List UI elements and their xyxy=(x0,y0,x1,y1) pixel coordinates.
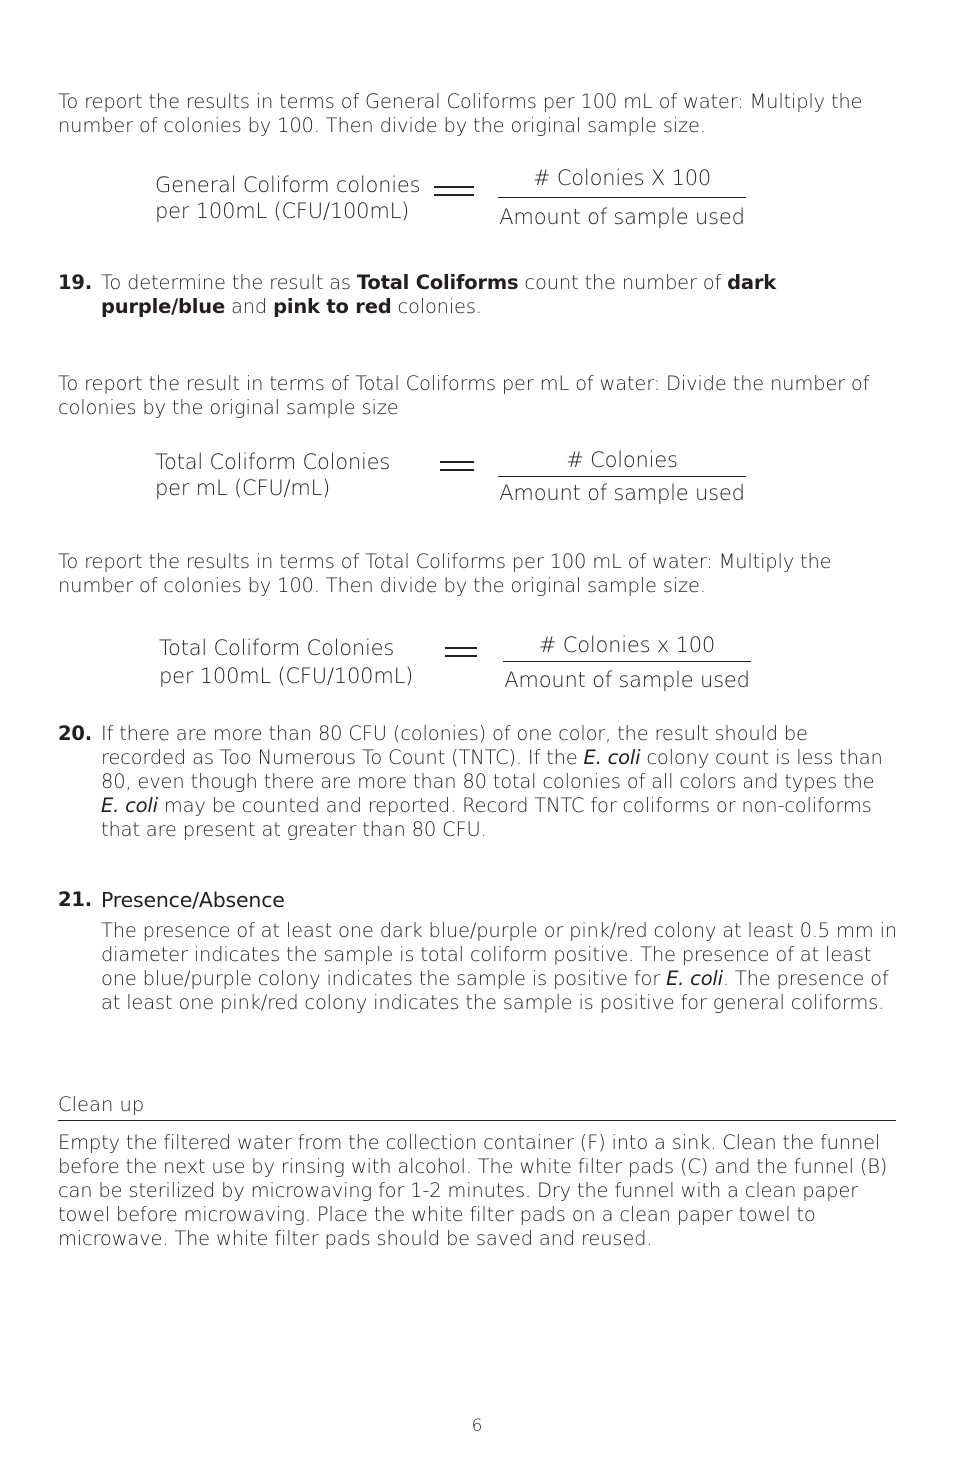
step-20-text xyxy=(101,722,898,842)
step-19-text-part: colonies. xyxy=(391,295,482,318)
total-coliforms-emphasis: Total Coliforms xyxy=(356,271,519,294)
e-coli-italic: E. coli xyxy=(666,967,723,990)
step-19-text-part: and xyxy=(225,295,274,318)
equation-1-equals-sign xyxy=(434,180,474,202)
equation-1-fraction xyxy=(498,165,746,230)
step-19-number: 19. xyxy=(58,271,92,294)
total-coliform-per-100ml-intro: To report the results in terms of Total Coliforms per 100 mL of water: Multiply the number of colonies by 100. Then divide by the original sample size. xyxy=(58,550,832,597)
equation-1-lhs-line2: per 100mL (CFU/100mL) xyxy=(155,199,410,223)
equation-3-denominator: Amount of sample used xyxy=(504,668,750,692)
equation-2-lhs-line2: per mL (CFU/mL) xyxy=(155,476,331,500)
dark-purple-blue-emphasis: dark purple/blue xyxy=(101,271,777,318)
e-coli-italic: E. coli xyxy=(101,794,158,817)
step-20 xyxy=(58,722,898,842)
equation-2-lhs-line1: Total Coliform Colonies xyxy=(155,450,391,474)
equation-1-numerator: # Colonies X 100 xyxy=(498,165,746,198)
page-number: 6 xyxy=(471,1416,483,1436)
equation-2-numerator: # Colonies xyxy=(498,447,746,477)
equation-3-lhs-line1: Total Coliform Colonies xyxy=(159,636,395,660)
step-21-content xyxy=(101,888,898,1015)
e-coli-italic: E. coli xyxy=(583,746,641,769)
equation-3-lhs xyxy=(159,634,413,690)
step-19-text xyxy=(101,271,898,319)
equation-3-fraction xyxy=(503,632,751,693)
step-20-text-part: may be counted and reported. Record TNTC for coliforms or non-coliforms that are present at greater than 80 CFU. xyxy=(101,794,872,841)
equation-1-lhs-line1: General Coliform colonies xyxy=(155,173,421,197)
cleanup-section-title: Clean up xyxy=(58,1092,896,1121)
cleanup-text: Empty the filtered water from the collection container (F) into a sink. Clean the funnel before the next use by rinsing with alcohol. The white filter pads (C) and the funnel (B) can be sterilized by microwaving for 1-2 minutes. Dry the funnel with a clean paper towel before microwaving. Place the white filter pads on a clean paper towel to microwave. The white filter pads should be saved and reused. xyxy=(58,1131,888,1250)
step-21-number: 21. xyxy=(58,888,92,911)
equation-3-numerator: # Colonies x 100 xyxy=(503,632,751,662)
step-20-text-part: If there are more than 80 CFU (colonies) of one color, the result should be recorded as Too Numerous To Count (TNTC). If the xyxy=(101,722,808,769)
step-21-text-part: The presence of at least one dark blue/purple or pink/red colony at least 0.5 mm in diameter indicates the sample is total coliform positive. The presence of at least one blue/purple colony indicates the sample is positive for xyxy=(101,919,897,990)
step-19-text-part: To determine the result as xyxy=(101,271,357,294)
step-19-text-part: count the number of xyxy=(518,271,728,294)
step-21-text-part: . The presence of at least one pink/red colony indicates the sample is positive for general coliforms. xyxy=(101,967,889,1014)
step-19 xyxy=(58,271,898,319)
step-21 xyxy=(58,888,898,1015)
equation-1-denominator: Amount of sample used xyxy=(499,205,745,229)
equation-2-denominator: Amount of sample used xyxy=(499,481,745,505)
equation-2-equals-sign xyxy=(440,455,474,477)
pink-to-red-emphasis: pink to red xyxy=(273,295,392,318)
equation-3-equals-sign xyxy=(445,641,477,663)
equation-2-lhs xyxy=(155,449,390,501)
step-20-text-part: colony count is less than 80, even though there are more than 80 total colonies of all colors and types the xyxy=(101,746,883,793)
step-21-text xyxy=(101,919,898,1015)
equation-3-lhs-line2: per 100mL (CFU/100mL) xyxy=(159,664,414,688)
equation-1-lhs xyxy=(155,172,420,224)
total-coliform-per-ml-intro: To report the result in terms of Total Coliforms per mL of water: Divide the number of colonies by the original sample size xyxy=(58,372,870,419)
equation-2-fraction xyxy=(498,447,746,506)
general-coliform-intro: To report the results in terms of General Coliforms per 100 mL of water: Multiply the number of colonies by 100. Then divide by the original sample size. xyxy=(58,90,863,137)
step-21-heading: Presence/Absence xyxy=(101,888,285,912)
step-20-number: 20. xyxy=(58,722,92,745)
